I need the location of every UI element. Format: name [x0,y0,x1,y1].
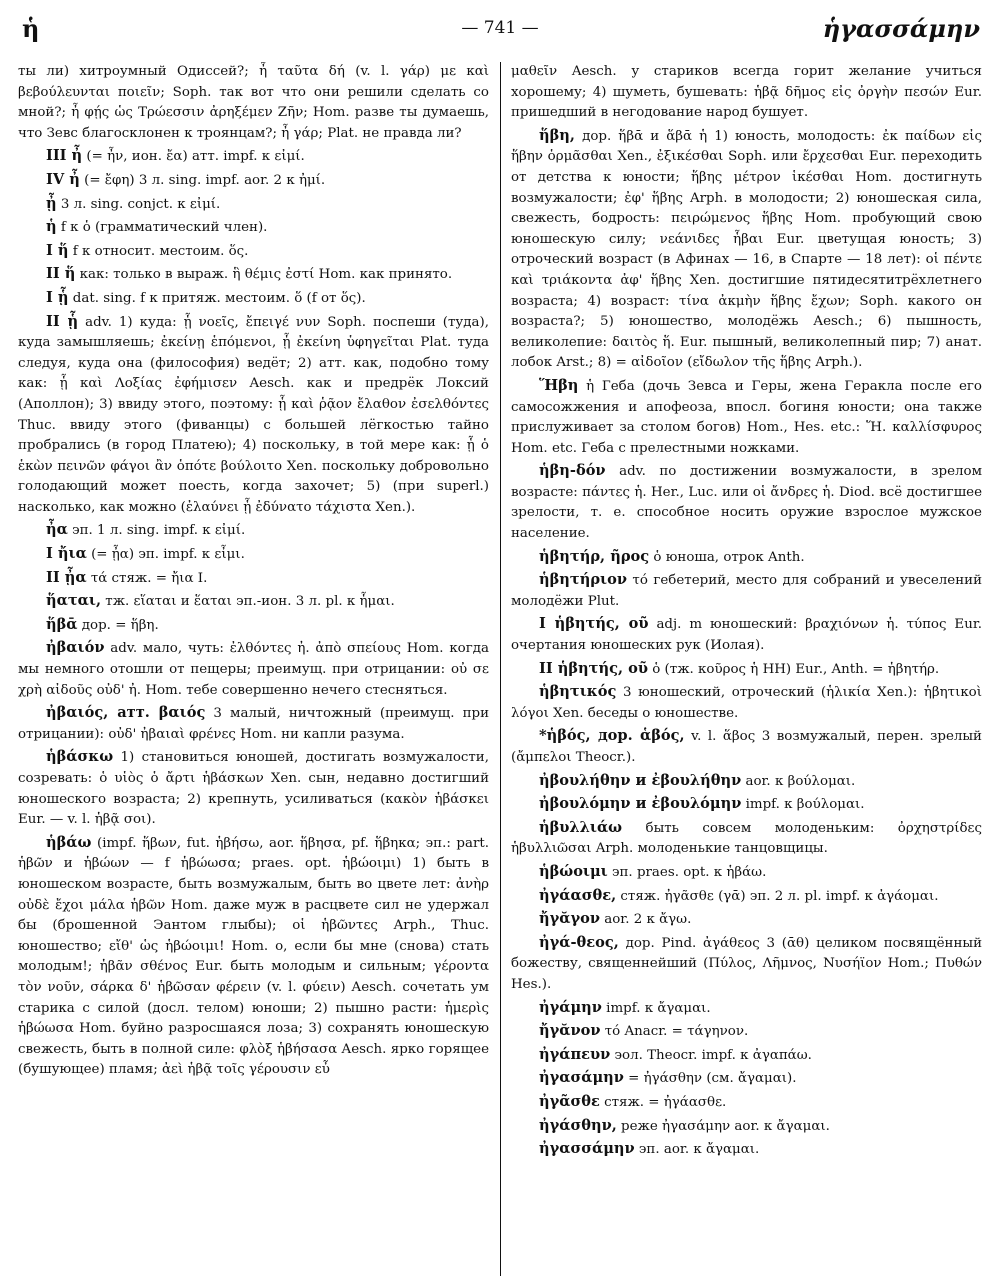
entry-headword: ἠβουλήθην и ἐβουλήθην [539,771,742,789]
entry-headword: III ἦ [46,147,83,165]
entry-headword: ἡβάω [46,833,92,851]
entry-headword: ἠγασάμην [539,1069,624,1087]
dictionary-entry [511,1116,982,1138]
dictionary-entry [18,170,489,192]
entry-definition: aor. 2 к ἄγω. [599,912,692,928]
entry-definition: дор. = ἥβη. [77,617,159,633]
entry-definition: adv. 1) куда: ᾗ νοεῖς, ἔπειγέ νυν Soph. поспеши (туда), куда замышляешь; ἐκείνῃ ἑπόμενοι, ᾗ ἐκείνη ὑφηγεῖται Plat. туда следуя, куда она (философия) ведёт; 2) атт. как, подобно тому как: ᾗ καὶ Λοξίας ἐφήμισεν Aesch. как и предрёк Локсий (Аполлон); 3) ввиду этого, поэтому: ᾗ καὶ ῥᾷον ἔλαθον ἐσελθόντες Thuc. ввиду этого (фиванцы) с большей лёгкостью тайно пробрались (в город Платею); 4) поскольку, в той мере как: ᾗ ὁ ἑκὼν πεινῶν φάγοι ἂν ὁπότε βούλοιτο Xen. поскольку добровольно голодающий может поесть, когда захочет; 5) (при superl.) насколько, как можно (ἐλαύνει ᾗ ἐδύνατο τάχιστα Xen.). [18,314,489,515]
dictionary-entry [18,568,489,590]
entry-definition: 1) становиться юношей, достигать возмужалости, созревать: ὁ υἱὸς ὁ ἄρτι ἡβάσκων Xen. сын, недавно достигший юношеского возраста; 2) крепнуть, усиливаться (κακὸν ἡβάσκει Eur. — v. l. ἡβᾷ σοι). [18,750,489,828]
dictionary-entry [511,909,982,931]
dictionary-entry [511,1092,982,1114]
entry-headword: ἠγά-θεος, [539,933,619,951]
entry-definition: τό гебетерий, место для собраний и увеселений молодёжи Plut. [511,573,982,609]
entry-definition: (= ἦν, ион. ἔα) атт. impf. к εἰμί. [82,149,305,165]
entry-definition: дор. ἥβᾱ и ἅβᾱ ἡ 1) юность, молодость: ἐκ παίδων εἰς ἥβην ὁρμᾶσθαι Xen., ἐξικέσθαι Soph. или ἔρχεσθαι Eur. переходить от детства к юности; ἥβης μέτρον ἱκέσθαι Hom. достигнуть возмужалости; ἐφ' ἥβης Arph. в молодости; 2) юношеская сила, свежесть, бодрость: πειρώμενος ἥβης Hom. пробующий свою юношескую силу; νεάνιδες ἧβαι Eur. цветущая юность; 3) отроческий возраст (в Афинах — 16, в Спарте — 18 лет): οἱ πέντε καὶ τριάκοντα ἀφ' ἥβης Xen. достигшие пятидесятитрёхлетнего возраста; 4) возраст: τίνα ἀκμὴν ἥβης ἔχων; Soph. какого он возраста?; 5) юношество, молодёжь Aesch.; 6) пышность, великолепие: δαιτὸς ἥ. Eur. пышный, великолепный пир; 7) анат. лобок Arst.; 8) = αἰδοῖον (εἴδωλον τῆς ἥβης Arph.). [511,128,982,371]
entry-definition: impf. к βούλομαι. [741,797,865,813]
dictionary-entry [18,638,489,701]
dictionary-entry [18,62,489,144]
entry-definition: ὁ юноша, отрок Anth. [649,549,805,565]
entry-headword: ἥβη, [539,126,575,144]
entry-definition: дор. Pind. ἀγάθεος 3 (ᾱθ) целиком посвящённый божеству, священнейший (Πύλος, Λῆμνος, Νυσήϊον Hom.; Πυθών Hes.). [511,935,982,992]
entry-definition: impf. к ἄγαμαι. [601,1000,711,1016]
dictionary-entry [511,376,982,459]
entry-definition: ἡ Геба (дочь Зевса и Геры, жена Геракла после его самосожжения и апофеоза, впосл. богиня юности; она также прислуживает за столом богов) Hom., Hes. etc.: Ἥ. καλλίσφυρος Hom. etc. Геба с прелестными ножками. [511,378,982,456]
entry-headword: I ἡβητής, οῦ [539,615,649,633]
entry-definition: μαθεῖν Aesch. у стариков всегда горит желание учиться хорошему; 4) шуметь, бушевать: ἡβᾷ δῆμος εἰς ὀργὴν πεσών Eur. пришедший в негодование народ бушует. [511,64,982,121]
entry-definition: эп. 1 л. sing. impf. к εἰμί. [67,523,246,539]
entry-headword: IV ἦ [46,170,80,188]
entry-definition: τά стяж. = ἤια I. [86,570,208,586]
entry-headword: ἠβουλόμην и ἐβουλόμην [539,795,742,813]
dictionary-entry [511,461,982,544]
dictionary-entry [511,1139,982,1161]
dictionary-entry [18,194,489,216]
entry-headword: ἦα [46,521,68,539]
entry-definition: (= ἔφη) 3 л. sing. impf. aor. 2 к ἠμί. [79,172,326,188]
entry-definition: adv. мало, чуть: ἐλθόντες ἠ. ἀπὸ σπείους Hom. когда мы немного отошли от пещеры; преимущ. при отрицании: οὐ σε χρὴ αἰδοῦς οὐδ' ἠ. Hom. тебе совершенно нечего стесняться. [18,641,489,698]
entry-definition: adj. m юношеский: βραχιόνων ἡ. τύπος Eur. очертания юношеских рук (Иолая). [511,617,982,654]
dictionary-entry [511,1045,982,1067]
entry-headword: ἠγάμην [539,998,602,1016]
entry-headword: II ἡβητής, οῦ [539,659,648,677]
entry-headword: Ἥβη [539,376,579,394]
entry-headword: ἡβητήρ, ῆρος [539,547,650,565]
entry-definition: реже ἠγασάμην aor. к ἄγαμαι. [616,1118,830,1134]
entry-headword: ἡβάσκω [46,748,114,766]
dictionary-entry [511,794,982,816]
entry-headword: ἥαται, [46,592,102,610]
entry-headword: ἠγάασθε, [539,886,617,904]
entry-headword: II ᾗ [46,312,79,330]
dictionary-entry [511,771,982,793]
dictionary-entry [511,62,982,124]
dictionary-entry [18,241,489,263]
entry-definition: эп. praes. opt. к ἡβάω. [607,864,767,880]
entry-definition: f к ὁ (грамматический член). [56,220,268,236]
dictionary-entry [18,615,489,637]
dictionary-entry [511,1021,982,1043]
entry-headword: ἠγάσθην, [539,1116,617,1134]
entry-definition: ὁ (тж. κοῦρος ἡ HH) Eur., Anth. = ἡβητήρ. [647,661,940,677]
dictionary-entry [18,544,489,566]
entry-headword: ἠβαιόν [46,639,105,657]
entry-headword: ἥβᾱ [46,615,78,633]
entry-headword: ἡβη-δόν [539,462,606,480]
dictionary-entry [511,659,982,681]
column-divider [500,62,501,1276]
entry-headword: ἠγάπευν [539,1045,611,1063]
entry-headword: II ἥ [46,265,76,283]
entry-definition: f к относит. местоим. ὅς. [68,243,249,259]
right-column [511,62,982,1276]
entry-definition: тж. εἵαται и ἕαται эп.-ион. 3 л. pl. к ἧμαι. [101,594,395,610]
entry-definition: стяж. = ἠγάασθε. [599,1094,727,1110]
dictionary-entry [511,862,982,884]
entry-definition: (impf. ἥβων, fut. ἡβήσω, aor. ἥβησα, pf. ἥβηκα; эп.: part. ἡβῶν и ἡβώων — f ἡβώωσα; praes. opt. ἡβώοιμι) 1) быть в юношеском возрасте, быть возмужалым, быть во цвете лет: ἀνὴρ οὐδὲ ἔχοι μάλα ἡβῶν Hom. даже муж в расцвете сил не удержал бы (брошенной Эантом глыбы); οἱ ἡβῶντες Arph., Thuc. юношество; εἴθ' ὡς ἡβώοιμι! Hom. о, если бы мне (снова) стать молодым!; ἡβᾶν σθένος Eur. быть молодым и сильным; γέροντα τὸν νοῦν, σάρκα δ' ἡβῶσαν φέρειν (v. l. φύειν) Aesch. сочетать ум старика с силой (досл. телом) юноши; 2) пышно расти: ἡμερὶς ἡβώωσα Hom. буйно разросшаяся лоза; 3) сохранять юношескую свежесть, быть в полной силе: φλὸξ ἡβήσασα Aesch. ярко горящее (бушующее) пламя; ἀεὶ ἡβᾷ τοῖς γέρουσιν εὖ [18,835,489,1078]
entry-headword: ἠβαιός, атт. βαιός [46,704,206,722]
dictionary-entry [18,217,489,239]
dictionary-entry [18,146,489,168]
dictionary-entry [511,126,982,374]
entry-definition: стяж. ἠγᾶσθε (γᾱ) эп. 2 л. pl. impf. к ἀγάομαι. [616,888,939,904]
dictionary-entry [511,570,982,612]
entry-definition: 3 малый, ничтожный (преимущ. при отрицании): οὐδ' ἠβαιαὶ φρένες Hom. ни капли разума. [18,706,489,742]
entry-headword: ἡβητήριον [539,571,627,589]
header-right-headword: ἡγασσάμην [822,14,980,43]
dictionary-entry [18,703,489,745]
dictionary-entry [511,682,982,724]
dictionary-entry [18,520,489,542]
entry-definition: dat. sing. f к притяж. местоим. ὅ (f от ὅς). [68,290,366,306]
dictionary-entry [18,288,489,310]
dictionary-entry [511,1068,982,1090]
dictionary-entry [511,886,982,908]
page-number: — 741 — [461,18,539,38]
entry-definition: эп. aor. к ἄγαμαι. [634,1142,760,1158]
entry-definition: (= ᾖα) эп. impf. к εἶμι. [86,547,245,563]
entry-definition: aor. к βούλομαι. [741,773,856,789]
entry-definition: 3 юношеский, отроческий (ἡλικία Xen.): ἡβητικοὶ λόγοι Xen. беседы о юношестве. [511,685,982,721]
entry-headword: I ἥ [46,241,69,259]
entry-headword: I ᾗ [46,288,69,306]
dictionary-entry [511,614,982,656]
left-column [18,62,489,1276]
entry-definition: adv. по достижении возмужалости, в зрелом возрасте: πάντες ἡ. Her., Luc. или οἱ ἄνδρες ἡ. Diod. всё достигшее зрелости, т. е. способное носить оружие взрослое мужское население. [511,464,982,542]
dictionary-entry [511,726,982,768]
entry-definition: эол. Theocr. impf. к ἀγαπάω. [610,1047,812,1063]
page-header [18,8,982,52]
columns [18,62,982,1276]
entry-headword: II ᾖα [46,568,87,586]
dictionary-entry [18,264,489,286]
entry-definition: τό Anacr. = τάγηνον. [600,1024,749,1040]
dictionary-entry [18,312,489,519]
entry-headword: ᾖ [46,194,57,212]
entry-headword: ἤγᾰγον [539,910,600,928]
entry-definition: быть совсем молоденьким: ὀρχηστρίδες ἡβυλλιῶσαι Arph. молоденькие танцовщицы. [511,820,982,857]
entry-headword: ἠγασσάμην [539,1140,635,1158]
entry-headword: ἡ [46,218,57,236]
entry-headword: ἠγᾶσθε [539,1092,600,1110]
entry-headword: ἡβητικός [539,683,617,701]
dictionary-entry [511,818,982,860]
dictionary-entry [511,547,982,569]
entry-definition: v. l. ἅβος 3 возмужалый, перен. зрелый (ἄμπελοι Theocr.). [511,729,982,765]
entry-headword: ἤγᾰνον [539,1022,601,1040]
dictionary-entry [511,933,982,996]
entry-definition: ты ли) хитроумный Одиссей?; ἦ ταῦτα δή (v. l. γάρ) με καὶ βεβούλευνται ποιεῖν; Soph. так вот что они решили сделать со мной?; ἦ φῄς ὡς Τρώεσσιν ἀρηξέμεν Ζῆν; Hom. разве ты думаешь, что Зевс благосклонен к троянцам?; ἦ γάρ; Plat. не правда ли? [18,64,489,141]
entry-headword: I ἤια [46,545,87,563]
entry-headword: ἡβώοιμι [539,862,608,880]
entry-headword: ἡβυλλιάω [539,818,623,836]
dictionary-entry [18,591,489,613]
dictionary-entry [18,747,489,830]
dictionary-entry [511,998,982,1020]
dictionary-entry [18,833,489,1081]
header-left-headword: ἡ [22,14,40,43]
entry-definition: 3 л. sing. conjct. к εἰμί. [56,196,221,212]
entry-definition: = ἠγάσθην (см. ἄγαμαι). [623,1071,797,1087]
entry-headword: *ἡβός, дор. ἁβός, [539,727,685,745]
entry-definition: как: только в выраж. ἣ θέμις ἐστί Hom. как принято. [75,267,453,283]
